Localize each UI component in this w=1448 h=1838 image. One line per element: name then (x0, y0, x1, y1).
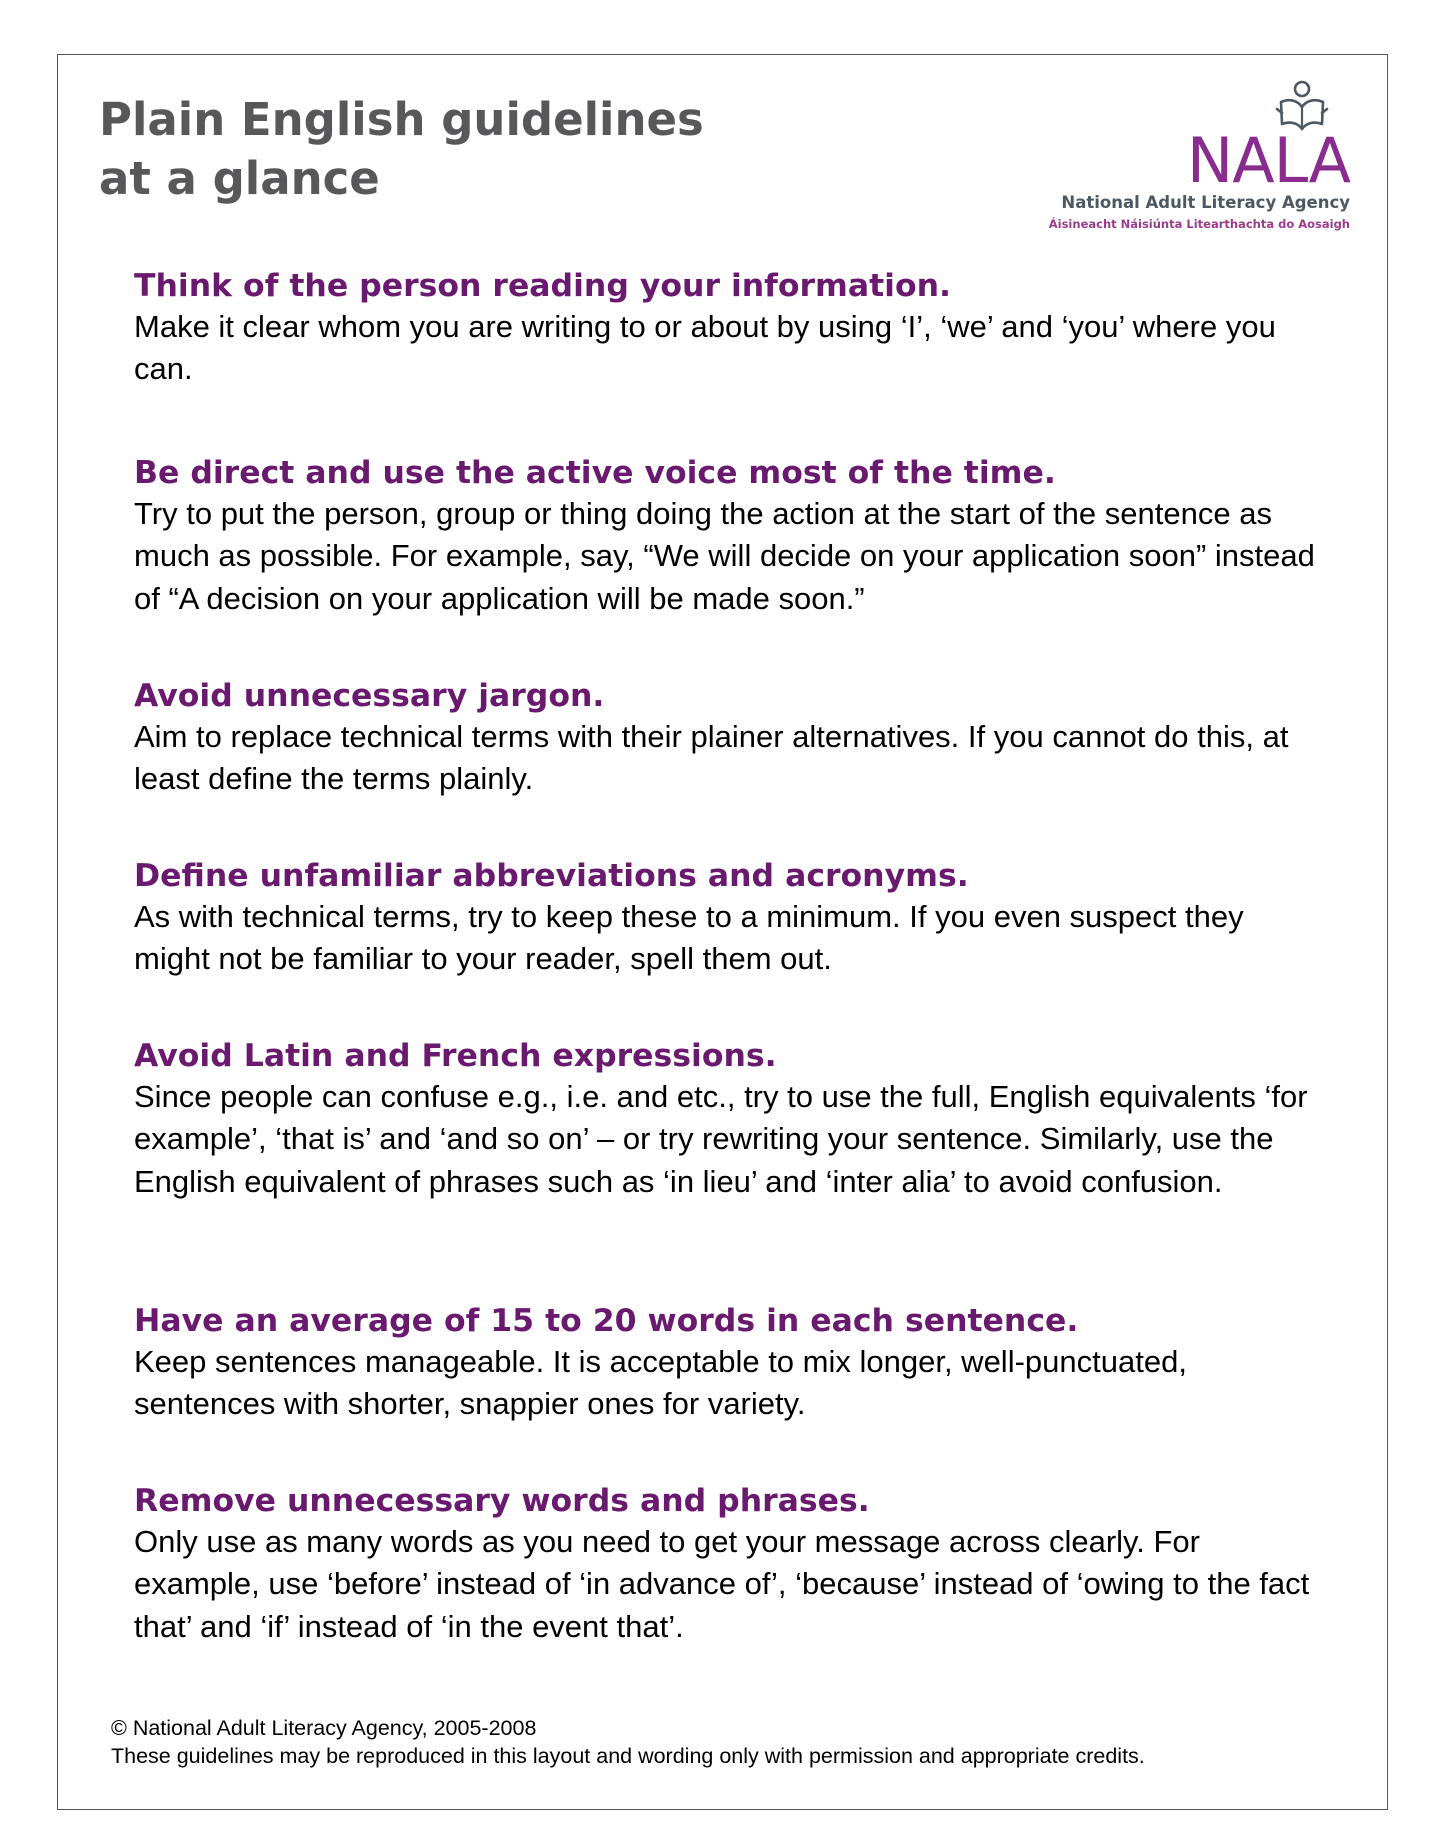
guideline-section (134, 676, 1324, 801)
logo-agency-name: National Adult Literacy Agency (1061, 193, 1350, 212)
guideline-heading: Think of the person reading your information. (134, 268, 952, 304)
guideline-section (134, 1481, 1324, 1648)
guideline-body: Make it clear whom you are writing to or about by using ‘I’, ‘we’ and ‘you’ where you can. (134, 309, 1276, 387)
nala-logo (1018, 80, 1358, 240)
copyright-notice: © National Adult Literacy Agency, 2005-2008 (111, 1716, 537, 1740)
guideline-section (134, 856, 1324, 981)
guideline-body: Since people can confuse e.g., i.e. and etc., try to use the full, English equivalents ‘for example’, ‘that is’ and ‘and so on’ – or try rewriting your sentence. Similarly, use the English equivalent of phrases such as ‘in lieu’ and ‘inter alia’ to avoid confusion. (134, 1079, 1308, 1199)
guideline-body: Keep sentences manageable. It is acceptable to mix longer, well-punctuated, sentences with shorter, snappier ones for variety. (134, 1344, 1187, 1422)
reproduction-notice: These guidelines may be reproduced in this layout and wording only with permission and appropriate credits. (111, 1744, 1145, 1768)
guideline-body: Aim to replace technical terms with their plainer alternatives. If you cannot do this, at least define the terms plainly. (134, 719, 1289, 797)
guideline-heading: Avoid unnecessary jargon. (134, 678, 605, 714)
page-title-line-2: at a glance (99, 152, 380, 205)
guideline-body: Try to put the person, group or thing doing the action at the start of the sentence as much as possible. For example, say, “We will decide on your application soon” instead of “A decision on your application will be made soon.” (134, 496, 1315, 616)
page-title (99, 90, 704, 208)
guideline-body: As with technical terms, try to keep these to a minimum. If you even suspect they might not be familiar to your reader, spell them out. (134, 899, 1244, 977)
guideline-section (134, 266, 1324, 391)
logo-agency-name-irish: Áisineacht Náisiúnta Litearthachta do Aosaigh (1048, 217, 1350, 231)
guideline-heading: Avoid Latin and French expressions. (134, 1038, 777, 1074)
guideline-section (134, 1036, 1324, 1203)
guideline-heading: Be direct and use the active voice most of the time. (134, 455, 1056, 491)
guideline-section (134, 453, 1324, 620)
guideline-body: Only use as many words as you need to get your message across clearly. For example, use ‘before’ instead of ‘in advance of’, ‘because’ instead of ‘owing to the fact that’ and ‘if’ instead of ‘in the event that’. (134, 1524, 1310, 1644)
guideline-heading: Remove unnecessary words and phrases. (134, 1483, 870, 1519)
page-title-line-1: Plain English guidelines (99, 93, 704, 146)
guideline-heading: Define unfamiliar abbreviations and acronyms. (134, 858, 969, 894)
guideline-heading: Have an average of 15 to 20 words in each sentence. (134, 1303, 1079, 1339)
logo-wordmark: NALA (1186, 124, 1350, 197)
footer (111, 1714, 1145, 1770)
guideline-section (134, 1301, 1324, 1426)
